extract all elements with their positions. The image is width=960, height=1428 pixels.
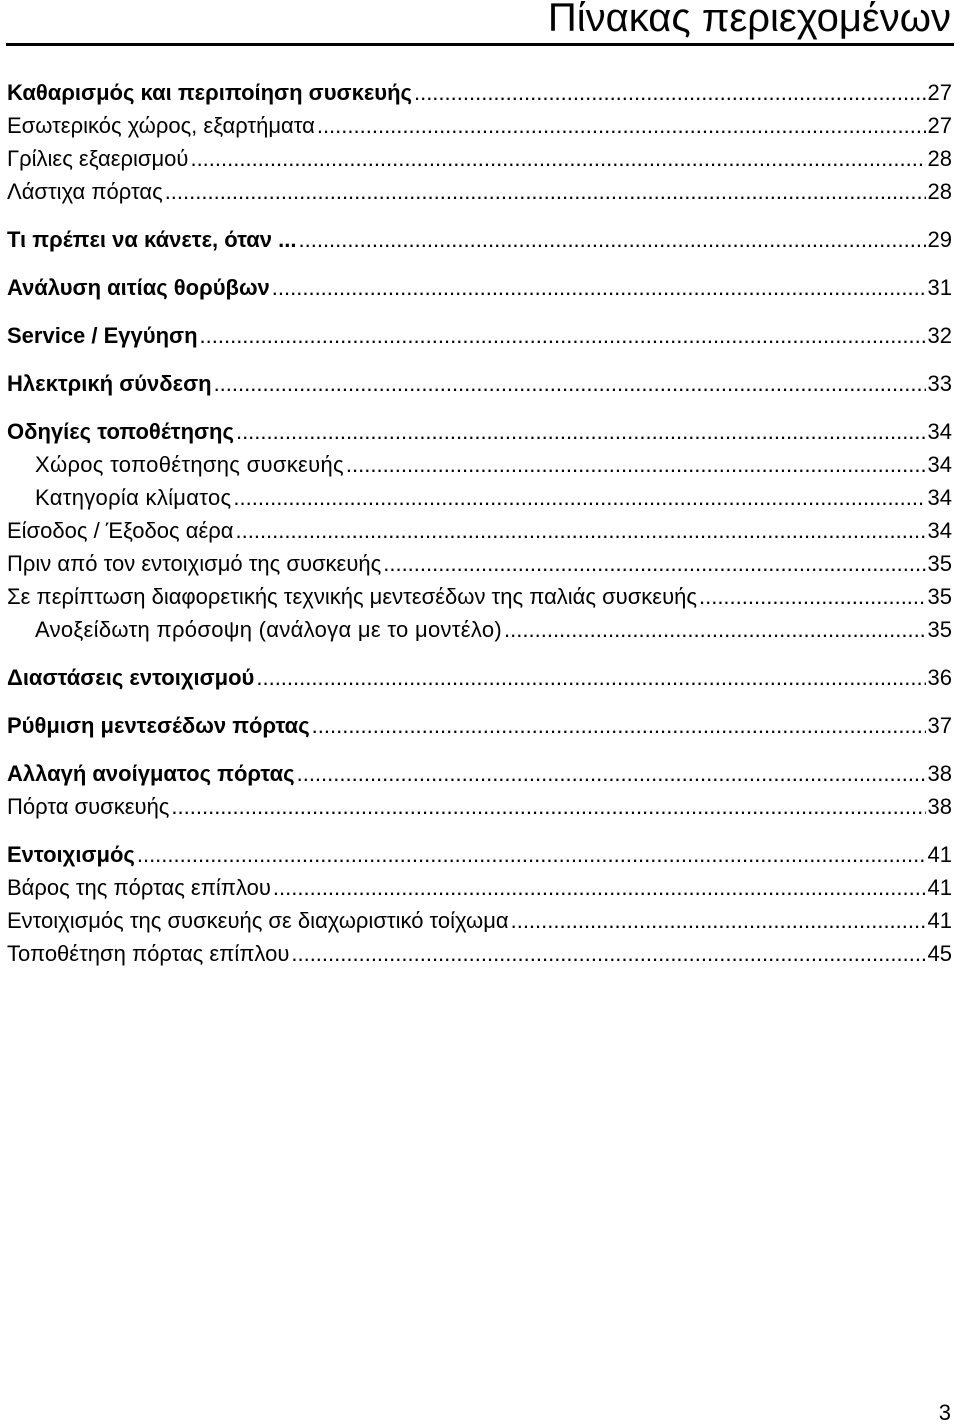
toc-entry[interactable] — [7, 904, 952, 937]
toc-entry-page: 29 — [927, 227, 952, 252]
toc-entry-title: Αλλαγή ανοίγματος πόρτας — [7, 761, 295, 786]
toc-entry[interactable] — [7, 709, 952, 742]
toc-dot-leader — [256, 661, 925, 694]
toc-entry-page: 32 — [927, 323, 952, 348]
toc-entry[interactable] — [7, 547, 952, 580]
toc-dot-leader — [414, 76, 926, 109]
toc-entry-page: 28 — [927, 146, 952, 171]
toc-entry[interactable] — [7, 319, 952, 352]
toc-entry[interactable] — [7, 109, 952, 142]
toc-dot-leader — [346, 448, 926, 481]
toc-entry-title: Είσοδος / Έξοδος αέρα — [7, 518, 234, 543]
toc-entry[interactable] — [7, 757, 952, 790]
toc-entry-page: 28 — [927, 179, 952, 204]
toc-dot-leader — [190, 142, 925, 175]
toc-entry-page: 41 — [927, 842, 952, 867]
toc-entry-title: Τοποθέτηση πόρτας επίπλου — [7, 941, 290, 966]
toc-dot-leader — [214, 367, 926, 400]
table-of-contents — [7, 76, 952, 970]
toc-entry-page: 38 — [927, 761, 952, 786]
toc-entry-title: Χώρος τοποθέτησης συσκευής — [35, 452, 344, 477]
toc-dot-leader — [273, 871, 926, 904]
toc-entry-page: 34 — [927, 485, 952, 510]
toc-entry-title: Ηλεκτρική σύνδεση — [7, 371, 212, 396]
toc-entry-title: Εντοιχισμός — [7, 842, 135, 867]
toc-dot-leader — [317, 109, 926, 142]
toc-entry[interactable] — [7, 415, 952, 448]
toc-entry-title: Οδηγίες τοποθέτησης — [7, 419, 234, 444]
toc-entry[interactable] — [7, 790, 952, 823]
toc-entry-title: Ρύθμιση μεντεσέδων πόρτας — [7, 713, 310, 738]
toc-dot-leader — [236, 415, 926, 448]
toc-entry-page: 38 — [927, 794, 952, 819]
page-number: 3 — [938, 1400, 951, 1425]
toc-entry[interactable] — [7, 580, 952, 613]
toc-entry-page: 41 — [927, 908, 952, 933]
toc-entry-page: 27 — [927, 113, 952, 138]
toc-dot-leader — [233, 481, 925, 514]
toc-entry-title: Βάρος της πόρτας επίπλου — [7, 875, 271, 900]
toc-entry[interactable] — [7, 871, 952, 904]
toc-entry-title: Ανάλυση αιτίας θορύβων — [7, 275, 270, 300]
toc-dot-leader — [383, 547, 925, 580]
toc-dot-leader — [165, 175, 926, 208]
toc-entry-title: Εσωτερικός χώρος, εξαρτήματα — [7, 113, 315, 138]
toc-dot-leader — [291, 937, 925, 970]
toc-entry[interactable] — [7, 514, 952, 547]
toc-entry[interactable] — [7, 613, 952, 646]
toc-entry-title: Πριν από τον εντοιχισμό της συσκευής — [7, 551, 382, 576]
toc-entry-title: Σε περίπτωση διαφορετικής τεχνικής μεντεσέδων της παλιάς συσκευής — [7, 584, 697, 609]
toc-entry-title: Κατηγορία κλίματος — [35, 485, 232, 510]
toc-entry-page: 35 — [927, 617, 952, 642]
toc-entry-title: Service / Εγγύηση — [7, 323, 198, 348]
title-divider — [6, 43, 954, 46]
toc-entry[interactable] — [7, 142, 952, 175]
toc-entry-title: Διαστάσεις εντοιχισμού — [7, 665, 255, 690]
toc-entry[interactable] — [7, 661, 952, 694]
toc-entry-page: 41 — [927, 875, 952, 900]
toc-entry-page: 27 — [927, 80, 952, 105]
toc-entry-page: 34 — [927, 518, 952, 543]
toc-dot-leader — [312, 709, 926, 742]
toc-entry-title: Πόρτα συσκευής — [7, 794, 170, 819]
toc-dot-leader — [511, 904, 926, 937]
toc-entry-title: Τι πρέπει να κάνετε, όταν ... — [7, 227, 297, 252]
toc-dot-leader — [236, 514, 926, 547]
toc-entry-page: 31 — [927, 275, 952, 300]
toc-entry[interactable] — [7, 271, 952, 304]
toc-dot-leader — [171, 790, 925, 823]
toc-dot-leader — [200, 319, 926, 352]
toc-entry-page: 35 — [927, 584, 952, 609]
toc-entry[interactable] — [7, 838, 952, 871]
toc-entry-title: Ανοξείδωτη πρόσοψη (ανάλογα με το μοντέλο) — [35, 617, 503, 642]
toc-entry-title: Καθαρισμός και περιποίηση συσκευής — [7, 80, 412, 105]
toc-entry-page: 35 — [927, 551, 952, 576]
toc-dot-leader — [137, 838, 926, 871]
toc-entry[interactable] — [7, 175, 952, 208]
toc-entry-page: 34 — [927, 419, 952, 444]
toc-entry-page: 33 — [927, 371, 952, 396]
toc-entry[interactable] — [7, 448, 952, 481]
toc-dot-leader — [272, 271, 926, 304]
toc-dot-leader — [504, 613, 925, 646]
page-title: Πίνακας περιεχομένων — [547, 0, 951, 40]
toc-entry[interactable] — [7, 481, 952, 514]
toc-entry-page: 37 — [927, 713, 952, 738]
toc-entry[interactable] — [7, 76, 952, 109]
toc-entry-title: Εντοιχισμός της συσκευής σε διαχωριστικό τοίχωμα — [7, 908, 509, 933]
toc-dot-leader — [297, 757, 926, 790]
toc-dot-leader — [699, 580, 926, 613]
toc-entry-title: Γρίλιες εξαερισμού — [7, 146, 189, 171]
toc-entry[interactable] — [7, 223, 952, 256]
toc-entry-page: 36 — [927, 665, 952, 690]
toc-dot-leader — [299, 223, 926, 256]
toc-entry[interactable] — [7, 367, 952, 400]
toc-entry-page: 34 — [927, 452, 952, 477]
toc-entry-page: 45 — [927, 941, 952, 966]
toc-entry[interactable] — [7, 937, 952, 970]
toc-entry-title: Λάστιχα πόρτας — [7, 179, 163, 204]
